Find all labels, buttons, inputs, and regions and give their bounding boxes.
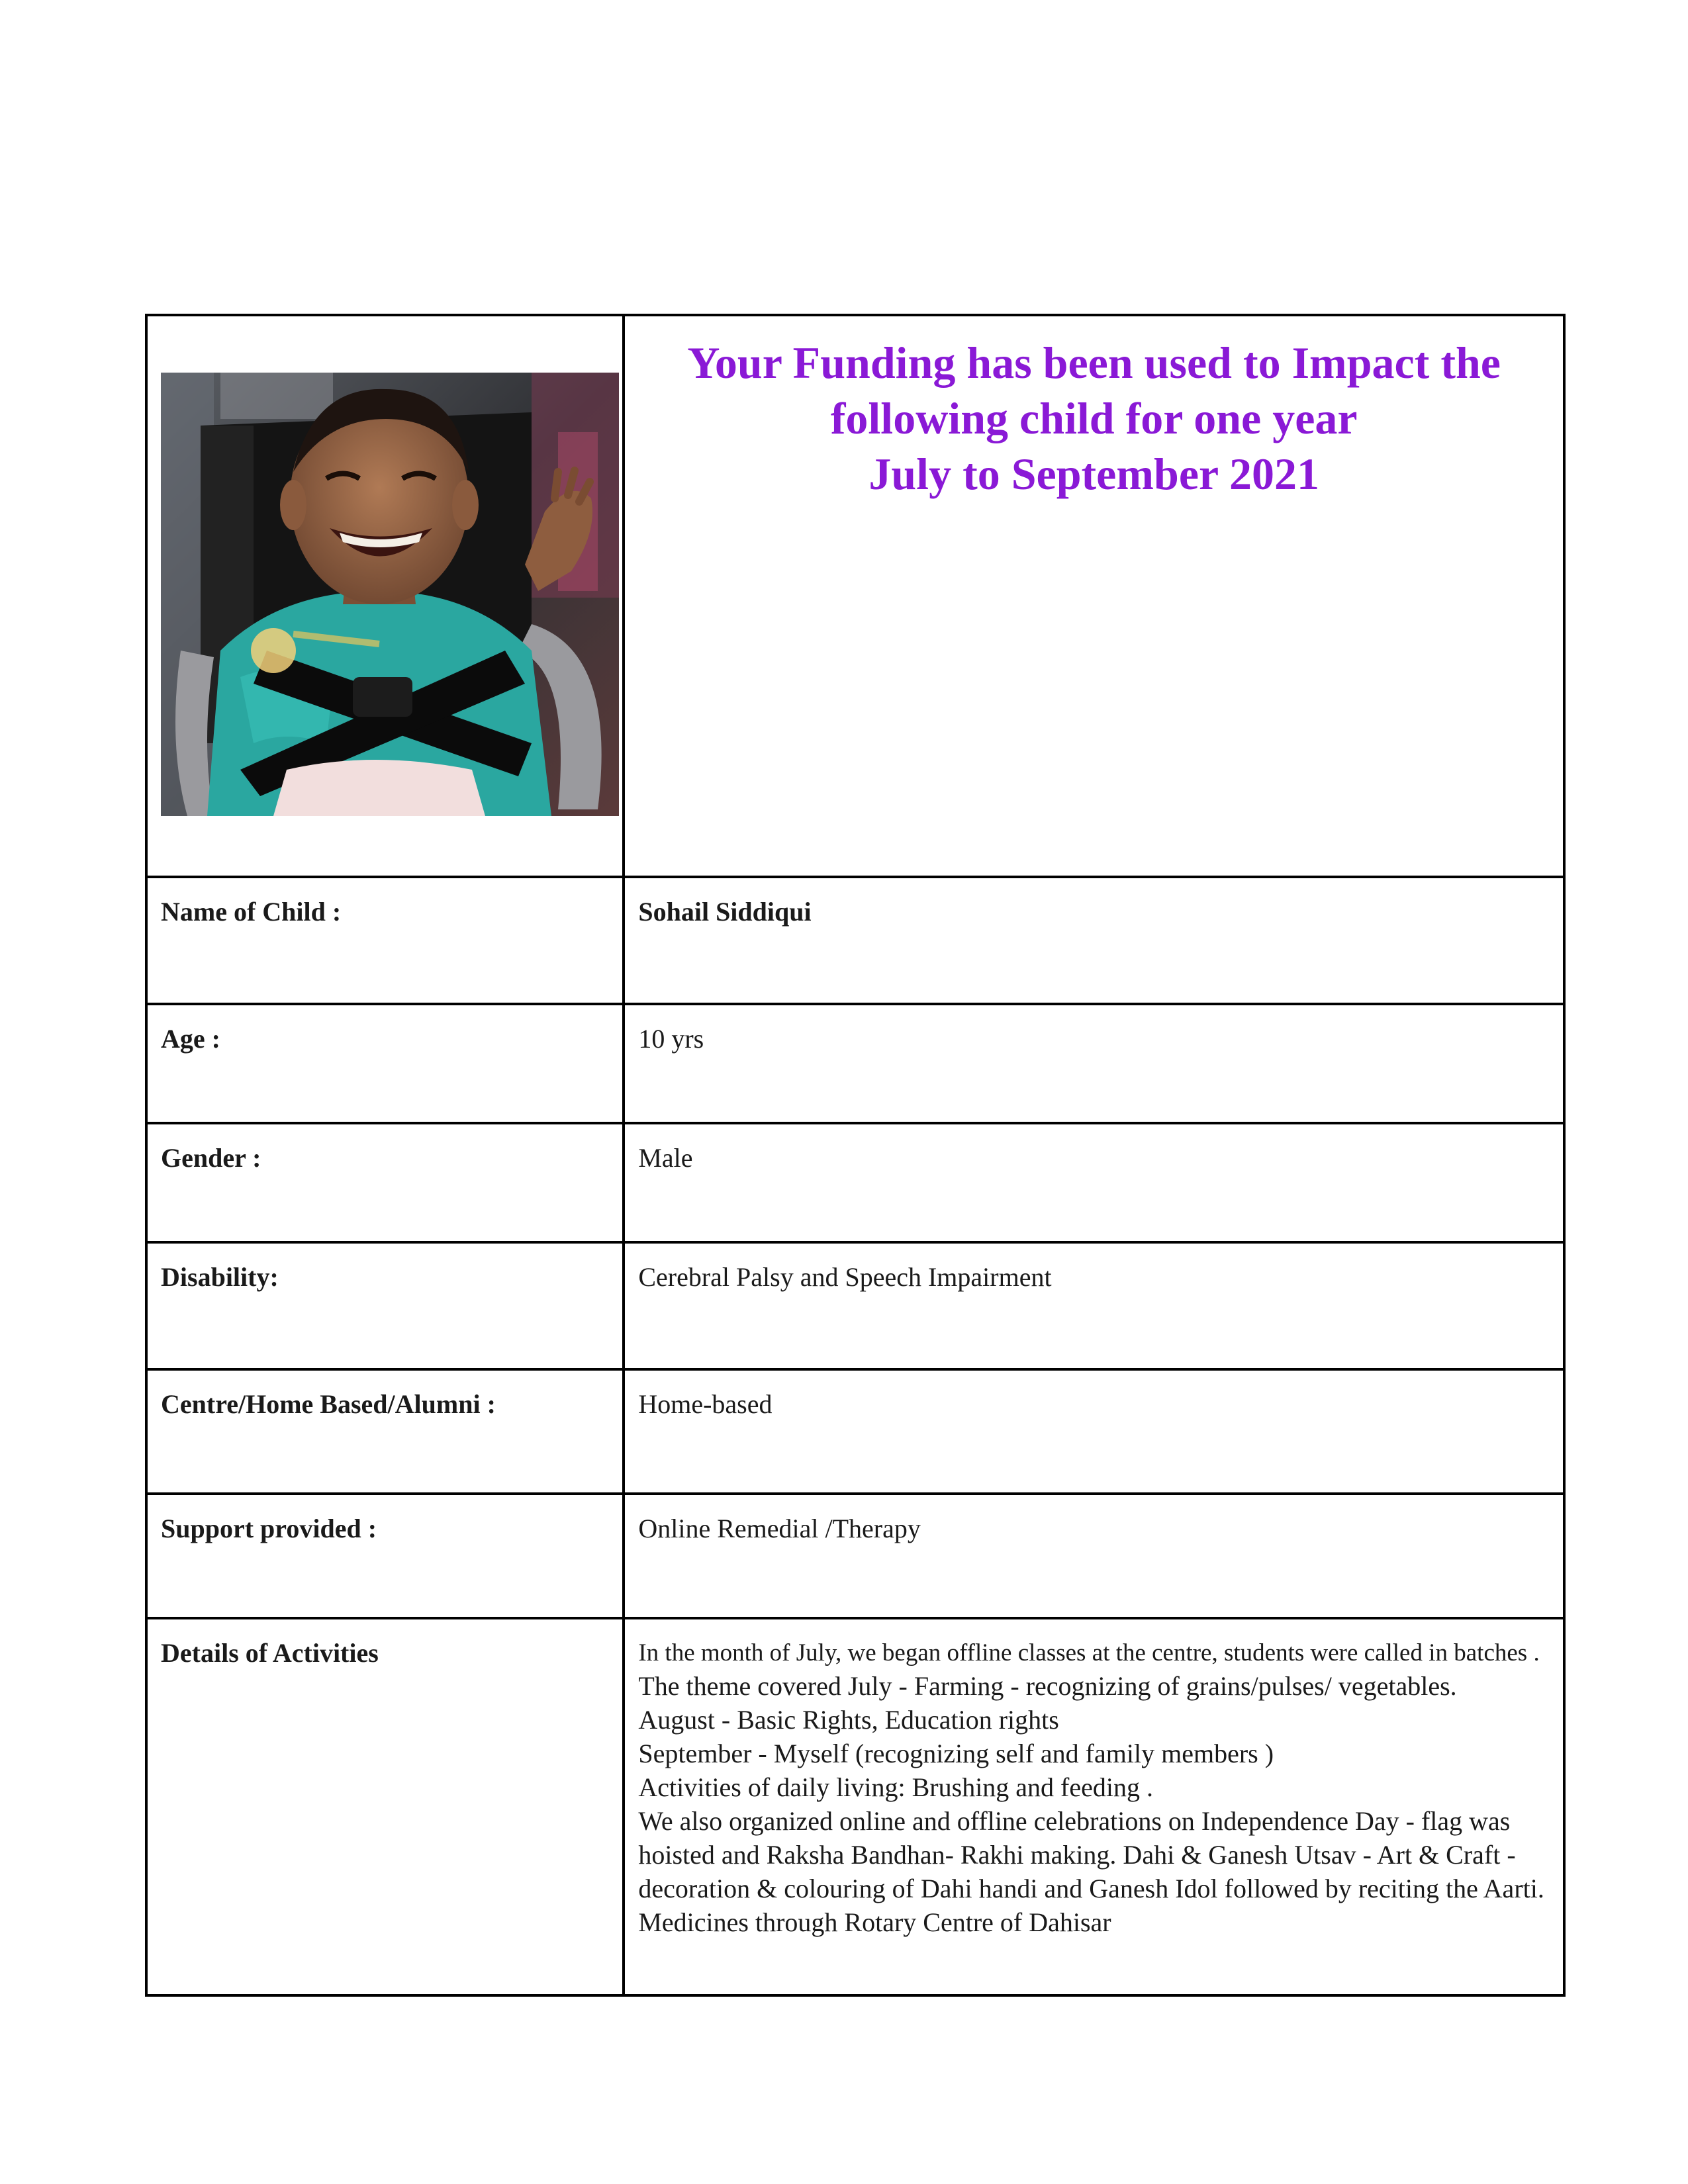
row-centre-home-alumni: [146, 1369, 1564, 1494]
details-line-1: The theme covered July - Farming - recognizing of grains/pulses/ vegetables.: [638, 1671, 1457, 1701]
label-support-provided: Support provided :: [146, 1494, 624, 1618]
value-gender: Male: [624, 1123, 1564, 1242]
child-profile-table: [145, 314, 1566, 1997]
row-gender: [146, 1123, 1564, 1242]
details-line-4: Activities of daily living: Brushing and feeding .: [638, 1772, 1153, 1802]
details-text: [638, 1637, 1550, 1939]
title-line-1: Your Funding has been used to Impact the: [687, 338, 1501, 388]
row-disability: [146, 1242, 1564, 1369]
details-line-2: August - Basic Rights, Education rights: [638, 1705, 1059, 1735]
label-centre-home-alumni: Centre/Home Based/Alumni :: [146, 1369, 624, 1494]
details-line-5: We also organized online and offline celebrations on Independence Day - flag was hoisted and Raksha Bandhan- Rakhi making. Dahi & Ganesh Utsav - Art & Craft - decoration & colouring of Dahi handi and Ganesh Idol followed by reciting the Aarti. Medicines through Rotary Centre of Dahisar: [638, 1806, 1544, 1937]
photo-cell: [146, 315, 624, 877]
row-age: [146, 1004, 1564, 1123]
row-support-provided: [146, 1494, 1564, 1618]
label-name-of-child: Name of Child :: [146, 877, 624, 1004]
label-disability: Disability:: [146, 1242, 624, 1369]
details-first-paragraph: In the month of July, we began offline classes at the centre, students were called in batches .: [638, 1639, 1540, 1666]
details-line-3: September - Myself (recognizing self and family members ): [638, 1739, 1274, 1768]
title-cell: [624, 315, 1564, 877]
row-name-of-child: [146, 877, 1564, 1004]
value-details-of-activities: [624, 1618, 1564, 1995]
value-support-provided: Online Remedial /Therapy: [624, 1494, 1564, 1618]
value-age: 10 yrs: [624, 1004, 1564, 1123]
label-details-of-activities: Details of Activities: [146, 1618, 624, 1995]
row-details-of-activities: [146, 1618, 1564, 1995]
child-photo: [161, 373, 619, 816]
label-gender: Gender :: [146, 1123, 624, 1242]
funding-title: [638, 335, 1550, 502]
value-centre-home-alumni: Home-based: [624, 1369, 1564, 1494]
value-name-of-child: Sohail Siddiqui: [624, 877, 1564, 1004]
value-disability: Cerebral Palsy and Speech Impairment: [624, 1242, 1564, 1369]
title-line-3: July to September 2021: [868, 449, 1319, 499]
title-line-2: following child for one year: [830, 393, 1358, 443]
label-age: Age :: [146, 1004, 624, 1123]
header-row: [146, 315, 1564, 877]
